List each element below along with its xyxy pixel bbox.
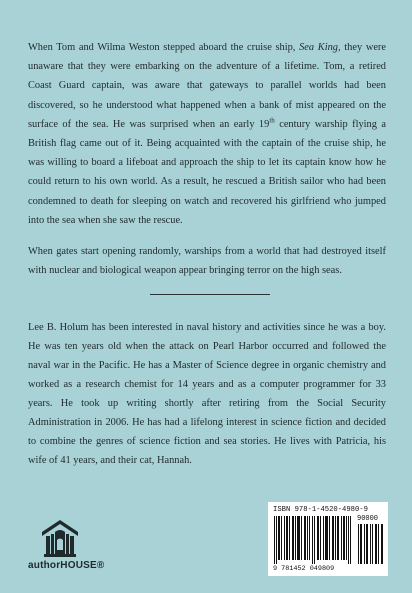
synopsis-text-b: , they were unaware that they were embarking on the adventure of a lifetime. Tom, a retired Coast Guard captain, was aware that gateways to parallel worlds had been discovered, so he understood what happened when a bank of mist appeared on the surface of the sea. He was surprised when an early 19 bbox=[28, 42, 387, 130]
house-book-icon bbox=[40, 518, 80, 558]
publisher-logo bbox=[28, 512, 105, 582]
publisher-name: authorHOUSE® bbox=[28, 560, 105, 571]
ean-number: 9 781452 049809 bbox=[273, 565, 335, 573]
isbn-label: ISBN 978-1-4520-4980-9 bbox=[273, 506, 368, 514]
section-divider bbox=[150, 294, 270, 295]
synopsis-text-c: century warship flying a British flag came out of it. Being acquainted with the captain of the cruise ship, he was willing to board a lifeboat and approach the ship to let its captain know how he could return to his own world. As a result, he rescued a British sailor who had been condemned to death for sleeping on watch and recovered his girlfriend who jumped into the sea when she saw the rescue. bbox=[28, 118, 386, 226]
isbn-barcode bbox=[268, 502, 388, 576]
synopsis-paragraph-1 bbox=[28, 38, 386, 230]
synopsis bbox=[28, 38, 386, 249]
synopsis-paragraph-2 bbox=[28, 242, 386, 280]
author-bio-text: Lee B. Holum has been interested in naval history and activities since he was a boy. He was ten years old when the attack on Pearl Harbor occurred and followed the naval war in the Pacific. He has a Master of Science degree in organic chemistry and worked as a research chemist for 14 years and as a computer programmer for 33 years. He took up writing shortly after retiring from the Social Security Administration in 2006. He has had a lifelong interest in science fiction and decided to combine the genres of science fiction and sea stories. He lives with Patricia, his wife of 41 years, and their cat, Hannah. bbox=[28, 322, 386, 466]
ship-name: Sea King bbox=[299, 42, 338, 53]
ean-barcode-bars bbox=[273, 516, 353, 564]
addon-barcode-bars bbox=[357, 524, 385, 564]
synopsis-text-a: When Tom and Wilma Weston stepped aboard the cruise ship, bbox=[28, 42, 300, 53]
ordinal-suffix: th bbox=[269, 116, 275, 125]
author-bio bbox=[28, 318, 386, 470]
synopsis-teaser: When gates start opening randomly, warships from a world that had destroyed itself with nuclear and biological weapon appear bringing terror on the high seas. bbox=[28, 246, 386, 277]
price-addon-number: 90000 bbox=[357, 515, 379, 523]
